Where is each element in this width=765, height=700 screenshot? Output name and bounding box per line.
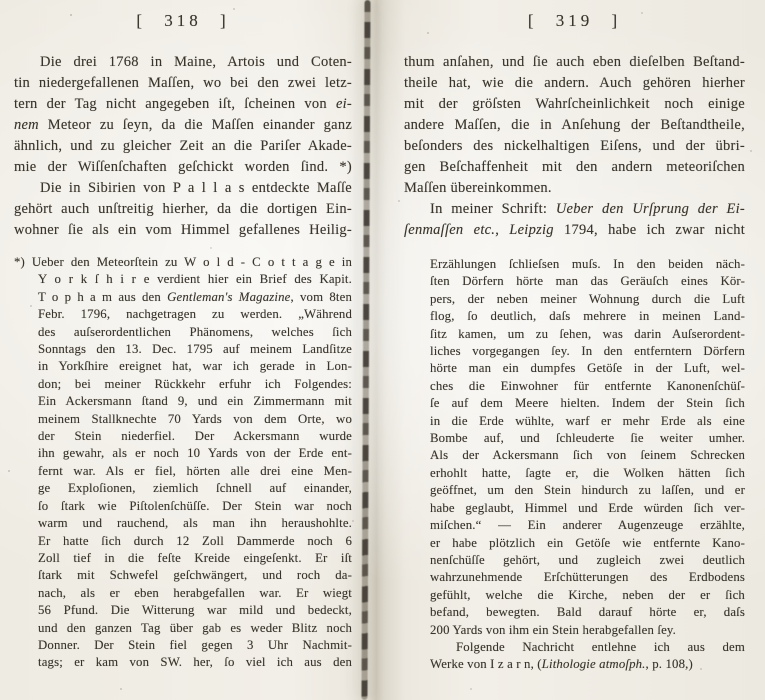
right-footnote-continuation (430, 256, 745, 674)
text-line: ches die Einwohner für entfernte Kanonenſchüſ- (430, 378, 745, 393)
text-line: Folgende Nachricht entlehne ich aus dem (456, 639, 745, 654)
text-line: tern der Tag nicht angegeben iſt, ſcheinen von ei- (14, 96, 352, 112)
text-line: des auſserordentlichen Phänomens, welches ſich (38, 324, 352, 339)
text-line: nenſchüſſe gehört, und zugleich zwei deutlich (430, 552, 745, 567)
text-line: Er hatte ſich durch 12 Zoll Dammerde noch 6 (38, 533, 352, 548)
text-line: ſten Dörfern hörte man das Geräuſch eines Kör- (430, 274, 745, 289)
text-line: Bombe auf, und ſchleuderte ſie weiter umher. (430, 431, 745, 446)
text-line: nem Meteor zu ſeyn, da die Maſſen einander ganz (14, 117, 352, 133)
text-line: In meiner Schrift: Ueber den Urſprung der Ei- (430, 201, 745, 217)
right-page-number: [ 319 ] (527, 11, 622, 30)
text-line: Die drei 1768 in Maine, Artois und Coten- (40, 54, 352, 70)
text-line: habe geglaubt, Himmel und Erde würden ſich ver- (430, 500, 745, 515)
text-line: Maſſen übereinkommen. (404, 180, 552, 196)
text-line: thum anſahen, und ſie auch eben dieſelben Beſtand- (404, 54, 745, 70)
text-line: ſo ſtark wie Piſtolenſchüſſe. Der Stein war noch (38, 498, 352, 513)
paragraph-pallas-mass (14, 178, 352, 241)
paragraph-meteoric-composition (404, 52, 745, 199)
text-line: ſitz kamen, um zu ſehen, was darin Auſserordent- (430, 326, 745, 341)
text-line: Y o r k ſ h i r e verdient hier ein Brief des Kapit. (38, 272, 352, 287)
text-line: pers, der neben meiner Wohnung durch die Luft (430, 291, 745, 306)
paragraph-meteor-masses (14, 52, 352, 178)
binding-gutter-shadow (361, 0, 370, 700)
text-line: ſtark mit Schwefel geſchwängert, und roch da- (38, 568, 352, 583)
text-line: Febr. 1796, nachgetragen zu werden. „Während (38, 307, 352, 322)
text-line: fernt war. Als er fiel, hörten alle drei eine Men- (38, 463, 352, 478)
text-line: Als der Ackersmann ſich von ſeinem Schrecken (430, 448, 745, 463)
text-line: miſchen.“ — Ein anderer Augenzeuge erzählte, (430, 518, 745, 533)
text-line: befand, bewegten. Bald darauf hörte er, daſs (430, 605, 745, 620)
text-line: mit der gröſsten Wahrſcheinlichkeit noch einige (404, 96, 745, 112)
text-line: in die Erde wühlte, warf er mehr Erde als eine (430, 413, 745, 428)
left-page (14, 10, 352, 672)
text-line: meinem Stallknechte 70 Yards von dem Orte, wo (38, 411, 352, 426)
left-page-number: [ 318 ] (136, 11, 230, 30)
right-page (404, 10, 745, 674)
text-line: beſonders des nickelhaltigen Eiſens, und der übri- (404, 138, 745, 154)
text-line: mie der Wiſſenſchaften geſchickt worden ſind. *) (14, 159, 352, 175)
text-line: er habe plötzlich ein Getöſe wie entfernte Kano- (430, 535, 745, 550)
text-line: ähnlich, und zu gleicher Zeit an die Pariſer Akade- (14, 138, 352, 154)
text-line: Die in Sibirien von P a l l a s entdeckte Maſſe (40, 180, 352, 196)
text-line: gehört auch unſtreitig hierher, da die dortigen Ein- (14, 201, 352, 217)
text-line: 200 Yards von ihm ein Stein herabgefallen ſey. (430, 622, 676, 637)
text-line: ſenmaſſen etc., Leipzig 1794, habe ich zwar nicht (404, 222, 745, 238)
text-line: Werke von I z a r n, (Lithologie atmoſph., p. 108,) (430, 657, 693, 672)
text-line: nach, als er eben herabgefallen war. Er wiegt (38, 585, 352, 600)
text-line: der Stein niederfiel. Der Ackersmann wurde (38, 429, 352, 444)
text-line: *) Ueber den Meteorſtein zu W o l d - C o t t a g e in (14, 255, 352, 269)
text-line: 56 Pfund. Die Witterung war mild und bedeckt, (38, 603, 352, 618)
text-line: warm und rauchend, als man ihn heraushohlte. (38, 516, 352, 531)
text-line: theile hat, wie die andern. Auch gehören hierher (404, 75, 745, 91)
text-line: don; bei meiner Rückkehr erfuhr ich Folgendes: (38, 376, 352, 391)
text-line: liches vorgegangen ſey. In den entferntern Dörfern (430, 344, 745, 359)
text-line: in Yorkſhire ereignet hat, war ich gerade in Lon- (38, 359, 352, 374)
text-line: Zoll tief in die feſte Kreide eingeſenkt. Er iſt (38, 550, 352, 565)
text-line: tin niedergefallenen Maſſen, wo bei den zwei letz- (14, 75, 352, 91)
text-line: wahrzunehmende Erſchütterungen des Erdbodens (430, 570, 745, 585)
text-line: erhohlt hatte, ſagte er, die Wolken hätten ſich (430, 465, 745, 480)
text-line: gefühlt, welche die Kirche, neben der er ſich (430, 587, 745, 602)
text-line: T o p h a m aus den Gentleman's Magazine, vom 8ten (38, 289, 352, 304)
text-line: hörte man ein dumpfes Getöſe in der Luft, wel- (430, 361, 745, 376)
text-line: Ein Ackersmann ſtand 9, und ein Zimmermann mit (38, 394, 352, 409)
text-line: ihn gewahr, als er noch 10 Yards von der Erde ent- (38, 446, 352, 461)
right-main-text (404, 52, 745, 241)
text-line: flog, ſo deutlich, daſs mehrere in meinen Land- (430, 309, 745, 324)
text-line: andere Maſſen, die in Anſehung der Beſtandtheile, (404, 117, 745, 133)
paper-specks (0, 0, 2, 2)
text-line: ge Exploſionen, ziemlich ſchnell auf einander, (38, 481, 352, 496)
text-line: gen Beſchaffenheit mit den andern meteoriſchen (404, 159, 745, 175)
text-line: Erzählungen ſchlieſsen muſs. In den beiden näch- (430, 257, 745, 271)
text-line: Sonntags den 13. Dec. 1795 auf meinem Landſitze (38, 342, 352, 357)
text-line: und den ganzen Tag über gab es weder Blitz noch (38, 620, 352, 635)
text-line: wohner ſie als ein vom Himmel gefallenes Heilig- (14, 222, 352, 238)
text-line: ſe auf dem Meere hielten. Indem der Stein ſich (430, 396, 745, 411)
paragraph-ursprung-der-eisenmassen (404, 199, 745, 241)
text-line: geöffnet, um den Stein hindurch zu laſſen, und er (430, 483, 745, 498)
text-line: tags; er kam von SW. her, ſo viel ich aus den (38, 655, 352, 670)
text-line: Donner. Der Stein fiel gegen 3 Uhr Nachmit- (38, 637, 352, 652)
left-main-text (14, 52, 352, 241)
left-footnote-wold-cottage (14, 254, 352, 672)
